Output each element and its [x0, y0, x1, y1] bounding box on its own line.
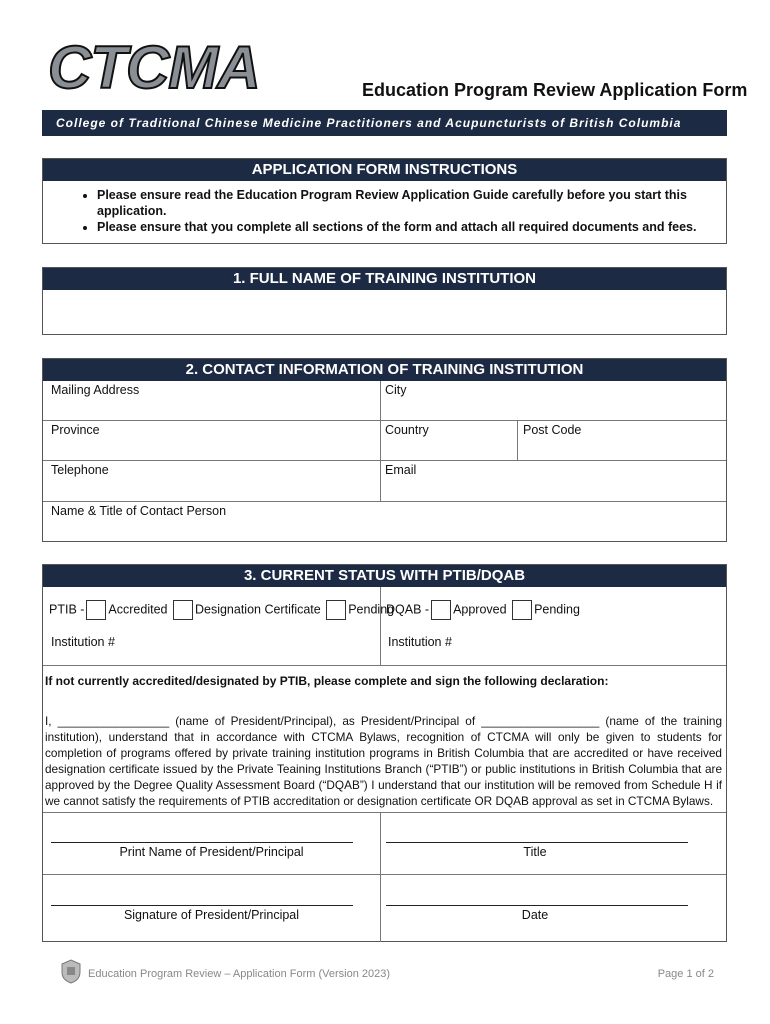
- designation-label: Designation Certificate: [194, 602, 321, 617]
- dqab-label: DQAB -: [386, 602, 430, 617]
- divider: [380, 587, 381, 665]
- instruction-item: • Please ensure that you complete all sections of the form and attach all required documents and fees.: [97, 219, 726, 235]
- section1-title: 1. FULL NAME OF TRAINING INSTITUTION: [43, 268, 726, 290]
- dqab-institution-number-field[interactable]: Institution #: [388, 635, 452, 649]
- accredited-checkbox[interactable]: [86, 600, 106, 620]
- ptib-label: PTIB -: [49, 602, 85, 617]
- date-label: Date: [521, 908, 549, 922]
- institution-name-field[interactable]: [43, 290, 726, 334]
- section-contact-info: [42, 358, 727, 542]
- country-field[interactable]: Country: [385, 423, 429, 437]
- page-number: Page 1 of 2: [657, 968, 714, 980]
- section2-title: 2. CONTACT INFORMATION OF TRAINING INSTITUTION: [43, 359, 726, 381]
- instructions-section: [42, 158, 727, 244]
- form-title: Education Program Review Application Form: [362, 80, 748, 100]
- instructions-title: APPLICATION FORM INSTRUCTIONS: [43, 159, 726, 181]
- accredited-label: Accredited: [108, 602, 168, 617]
- title-label: Title: [523, 845, 547, 859]
- telephone-field[interactable]: Telephone: [51, 463, 109, 477]
- divider: [43, 874, 726, 875]
- divider: [43, 501, 726, 502]
- section3-title: 3. CURRENT STATUS WITH PTIB/DQAB: [43, 565, 726, 587]
- title-line[interactable]: [386, 842, 688, 843]
- ctcma-logo: CTCMA: [48, 34, 260, 101]
- post-code-field[interactable]: Post Code: [523, 423, 582, 437]
- instructions-list: [43, 187, 726, 235]
- crest-icon: [60, 958, 82, 984]
- declaration-text: I, _________________ (name of President/Principal), as President/Principal of __________________ (name of the training institution), understand that in accordance with CTCMA Bylaws, recognition of CTCMA will only be given to students for completion of programs offered by private training institution programs in British Columbia that are accredited or have received designation certificate issued by the Private Teaining Institutions Branch (“PTIB”) or public institutions in British Columbia that are approved by the Degree Quality Assessment Board (“DQAB”) I understand that our institution will be removed from Schedule H if we cannot satisfy the requirements of PTIB accreditation or designation certificate OR DQAB approval as set in CTCMA Bylaws.: [45, 714, 722, 808]
- dqab-pending-label: Pending: [534, 602, 580, 617]
- divider: [380, 381, 381, 501]
- city-field[interactable]: City: [385, 383, 407, 397]
- email-field[interactable]: Email: [385, 463, 417, 477]
- ptib-pending-label: Pending: [348, 602, 395, 617]
- date-line[interactable]: [386, 905, 688, 906]
- section-institution-name: [42, 267, 727, 335]
- ptib-institution-number-field[interactable]: Institution #: [51, 635, 115, 649]
- declaration-heading: If not currently accredited/designated by PTIB, please complete and sign the following declaration:: [45, 674, 609, 688]
- ptib-status-row: [49, 600, 394, 620]
- print-name-label: Print Name of President/Principal: [119, 845, 304, 859]
- dqab-status-row: [386, 600, 580, 620]
- contact-person-field[interactable]: Name & Title of Contact Person: [51, 504, 227, 518]
- footer-text: Education Program Review – Application Form (Version 2023): [88, 968, 391, 980]
- section-ptib-status: [42, 564, 727, 942]
- divider: [43, 812, 726, 813]
- divider: [43, 460, 726, 461]
- signature-label: Signature of President/Principal: [123, 908, 300, 922]
- province-field[interactable]: Province: [51, 423, 100, 437]
- divider: [43, 420, 726, 421]
- divider: [517, 420, 518, 460]
- page-footer: [60, 958, 720, 988]
- instruction-item: • Please ensure read the Education Program Review Application Guide carefully before you start this application.: [97, 187, 726, 219]
- ptib-pending-checkbox[interactable]: [326, 600, 346, 620]
- approved-label: Approved: [453, 602, 507, 617]
- mailing-address-field[interactable]: Mailing Address: [51, 383, 140, 397]
- designation-checkbox[interactable]: [173, 600, 193, 620]
- approved-checkbox[interactable]: [431, 600, 451, 620]
- college-banner: College of Traditional Chinese Medicine Practitioners and Acupuncturists of British Columbia: [42, 110, 727, 136]
- print-name-line[interactable]: [51, 842, 353, 843]
- divider: [380, 812, 381, 942]
- dqab-pending-checkbox[interactable]: [512, 600, 532, 620]
- signature-line[interactable]: [51, 905, 353, 906]
- divider: [43, 665, 726, 666]
